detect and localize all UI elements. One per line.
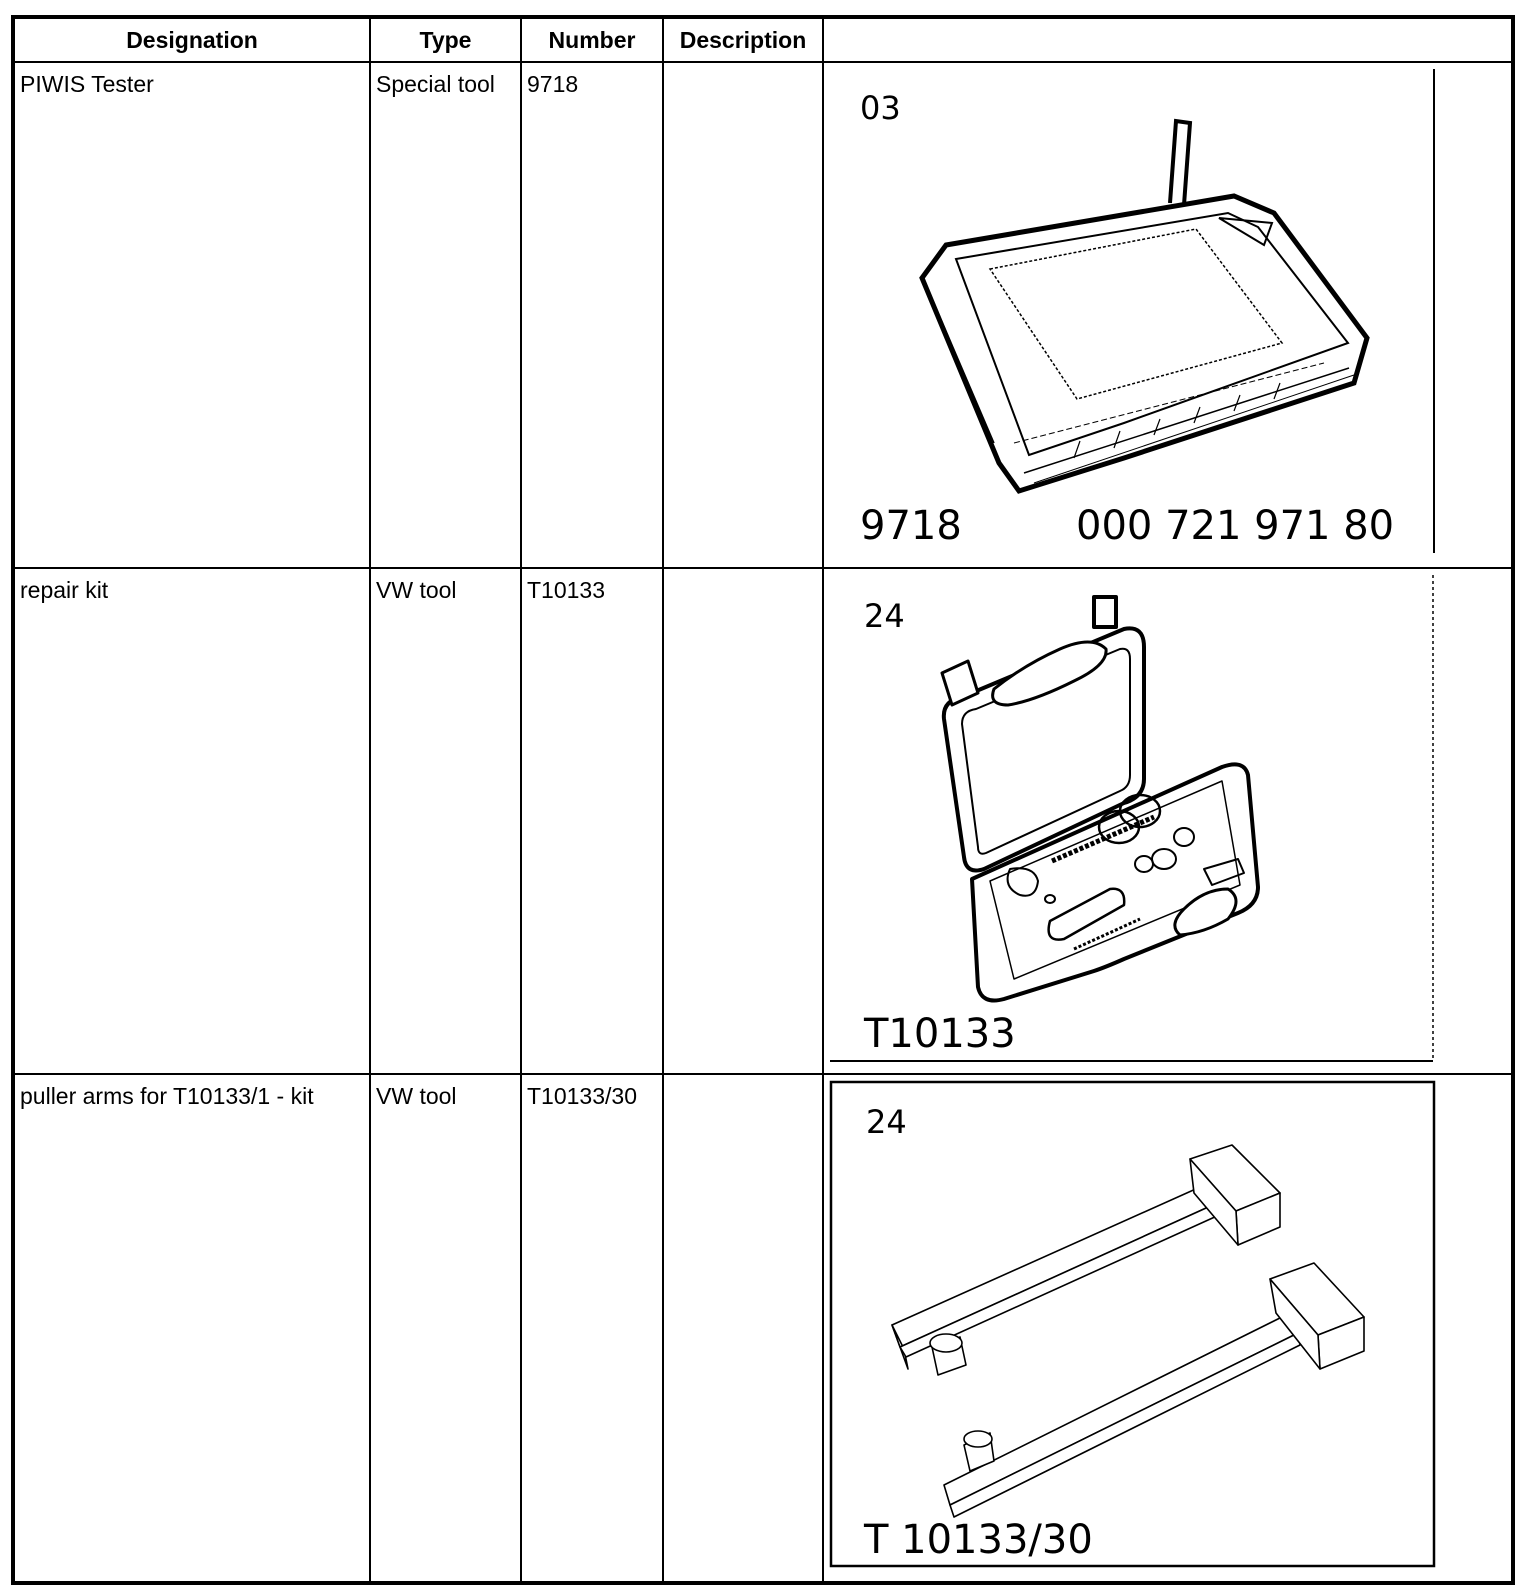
number-cell: T10133/30 — [521, 1074, 663, 1583]
puller-arms-figure — [824, 1075, 1512, 1573]
col-header-type: Type — [370, 17, 521, 62]
designation-cell: repair kit — [13, 568, 370, 1074]
type-cell: VW tool — [370, 1074, 521, 1583]
col-header-description: Description — [663, 17, 823, 62]
figure-tool-number: T10133 — [864, 1011, 1016, 1057]
col-header-number: Number — [521, 17, 663, 62]
type-cell: VW tool — [370, 568, 521, 1074]
figure-part-number: 000 721 971 80 — [1076, 503, 1395, 549]
description-cell — [663, 568, 823, 1074]
diagnostic-tablet-icon — [922, 121, 1367, 491]
table-header-row — [13, 17, 1513, 62]
figure-page-code: 24 — [864, 597, 905, 635]
table-row — [13, 62, 1513, 568]
table-row — [13, 568, 1513, 1074]
type-cell: Special tool — [370, 62, 521, 568]
figure-page-code: 03 — [860, 89, 901, 127]
number-cell: 9718 — [521, 62, 663, 568]
figure-page-code: 24 — [866, 1103, 907, 1141]
col-header-designation: Designation — [13, 17, 370, 62]
number-cell: T10133 — [521, 568, 663, 1074]
tool-figure-cell — [823, 62, 1513, 568]
figure-tool-number: 9718 — [860, 503, 962, 549]
figure-tool-number: T 10133/30 — [864, 1517, 1093, 1563]
table-row — [13, 1074, 1513, 1583]
col-header-image — [823, 17, 1513, 62]
description-cell — [663, 1074, 823, 1583]
designation-cell: PIWIS Tester — [13, 62, 370, 568]
tool-figure-cell — [823, 1074, 1513, 1583]
special-tools-table — [11, 15, 1515, 1585]
repair-kit-figure — [824, 569, 1512, 1065]
tool-case-icon — [942, 597, 1258, 1001]
tool-figure-cell — [823, 568, 1513, 1074]
puller-arms-icon — [892, 1145, 1364, 1517]
piwis-tester-figure — [824, 63, 1512, 559]
designation-cell: puller arms for T10133/1 - kit — [13, 1074, 370, 1583]
description-cell — [663, 62, 823, 568]
